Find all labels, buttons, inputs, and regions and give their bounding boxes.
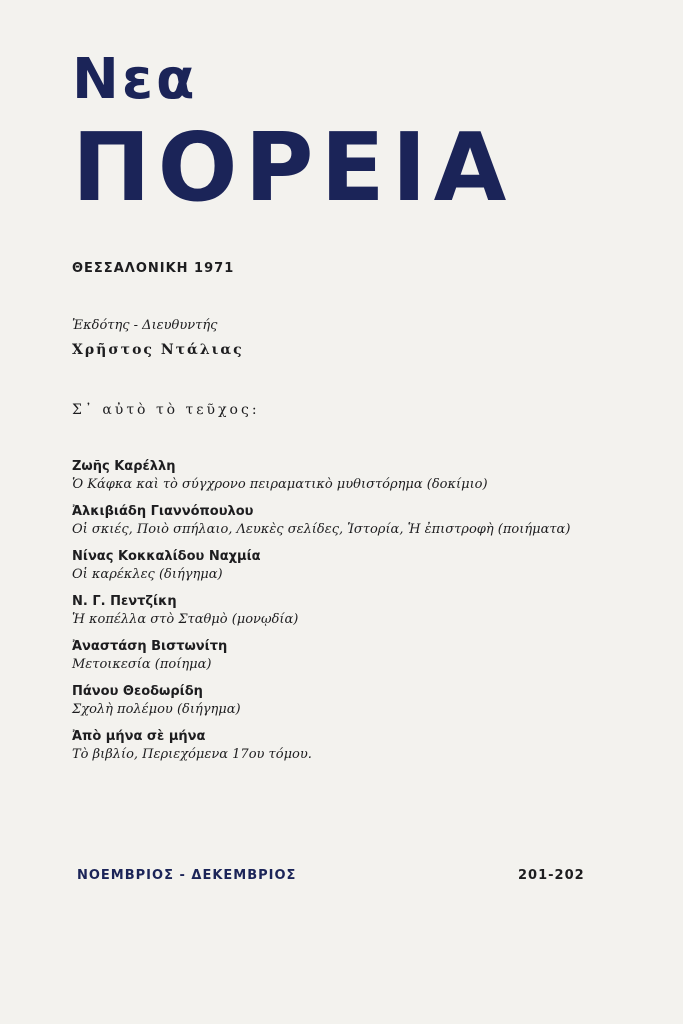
contents-entry [72, 638, 632, 674]
contents-entry [72, 503, 632, 539]
entry-work: Ὁ Κάφκα καὶ τὸ σύγχρονο πειραματικὸ μυθιστόρημα (δοκίμιο) [72, 477, 488, 492]
publisher-label: Ἐκδότης - Διευθυντής [72, 318, 218, 333]
contents-entry [72, 593, 632, 629]
entry-work: Οἱ σκιές, Ποιὸ σπήλαιο, Λευκὲς σελίδες, Ἱστορία, Ἡ ἐπιστροφὴ (ποιήματα) [72, 522, 571, 537]
entry-author: Νίνας Κοκκαλίδου Ναχμία [72, 549, 261, 564]
entry-work: Οἱ καρέκλες (διήγημα) [72, 567, 223, 582]
entry-author: Ἀπὸ μήνα σὲ μήνα [72, 729, 206, 744]
contents-entry [72, 458, 632, 494]
entry-work: Σχολὴ πολέμου (διήγημα) [72, 702, 241, 717]
issue-contents-heading: Σ᾽ αὐτὸ τὸ τεῦχος: [72, 402, 260, 418]
entry-work: Μετοικεσία (ποίημα) [72, 657, 212, 672]
entry-author: Ἀλκιβιάδη Γιαννόπουλου [72, 504, 254, 519]
contents-entry [72, 728, 632, 764]
entry-author: Πάνου Θεοδωρίδη [72, 684, 203, 699]
city-year: ΘΕΣΣΑΛΟΝΙΚΗ 1971 [72, 261, 235, 276]
issue-number: 201-202 [518, 868, 585, 883]
contents-entry [72, 683, 632, 719]
title-line-2: ΠΟΡΕΙΑ [72, 114, 514, 223]
publisher-name: Χρῆστος Ντάλιας [72, 342, 244, 358]
entry-work: Ἡ κοπέλλα στὸ Σταθμὸ (μονῳδία) [72, 612, 299, 627]
entry-author: Ἀναστάση Βιστωνίτη [72, 639, 228, 654]
entry-work: Τὸ βιβλίο, Περιεχόμενα 17ου τόμου. [72, 747, 312, 762]
issue-months: ΝΟΕΜΒΡΙΟΣ - ΔΕΚΕΜΒΡΙΟΣ [77, 868, 297, 883]
contents-list [72, 458, 632, 773]
contents-entry [72, 548, 632, 584]
title-line-1: Νεα [72, 47, 198, 112]
entry-author: Ν. Γ. Πεντζίκη [72, 594, 177, 609]
entry-author: Ζωῆς Καρέλλη [72, 459, 176, 474]
